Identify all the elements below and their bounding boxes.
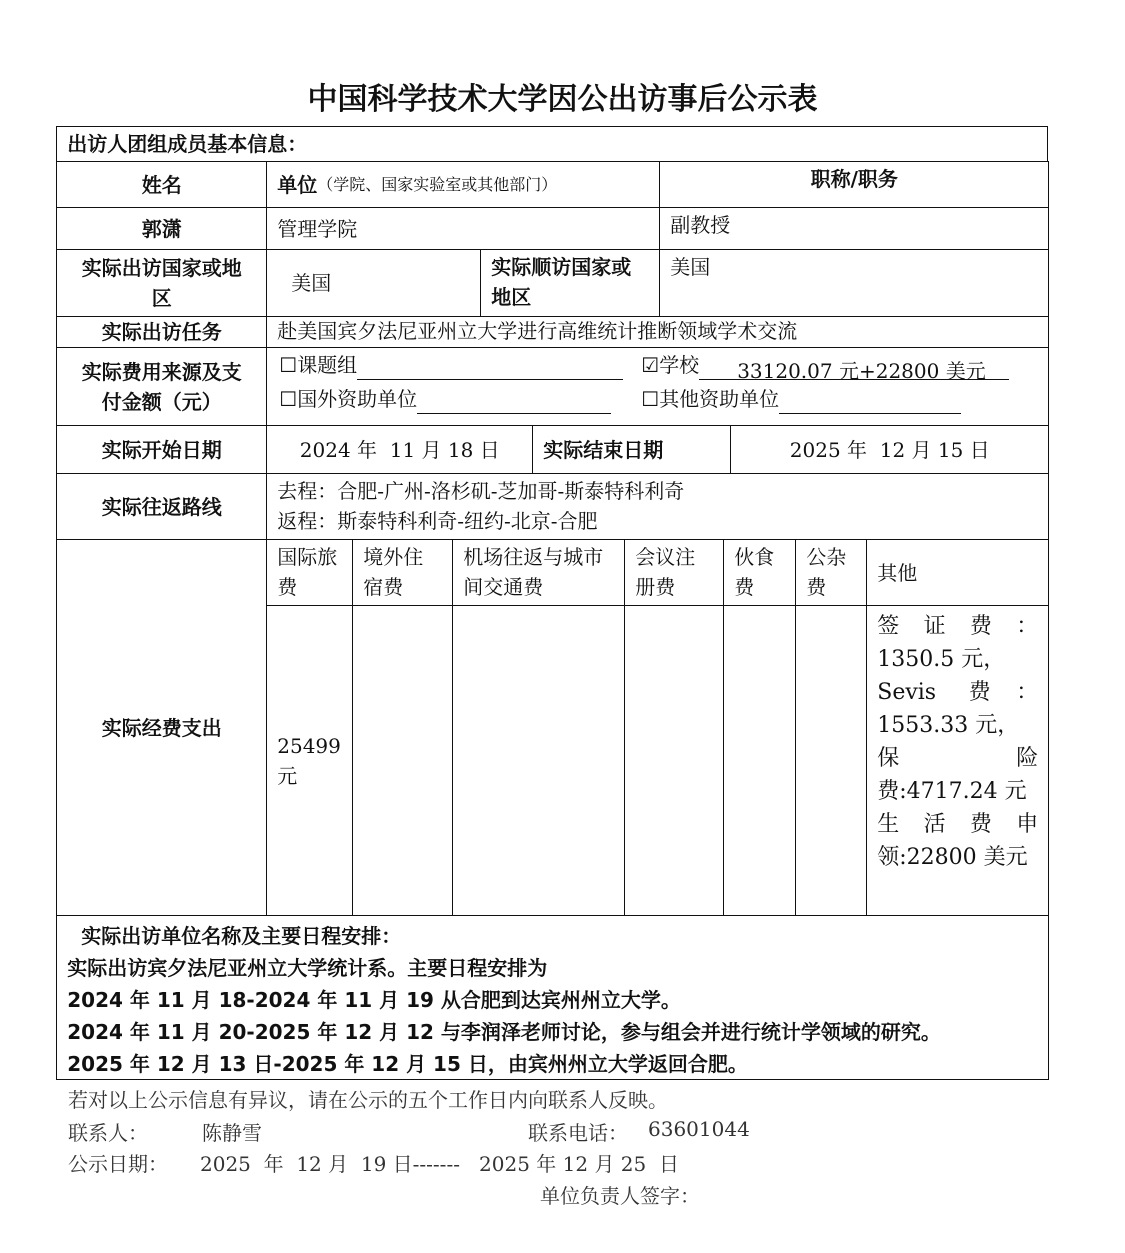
expense-transport-value [452,605,625,916]
expense-col-meals: 伙食费 [723,539,796,606]
amount-blank [779,389,961,414]
checkbox-icon[interactable]: ☐ [279,353,298,378]
other-insurance: 保险费:4717.24 元 [877,746,1039,805]
option-label: 学校 [659,353,700,378]
checkbox-icon[interactable]: ☐ [279,387,298,412]
page-title: 中国科学技术大学因公出访事后公示表 [307,82,818,117]
expense-other-value [866,605,1049,916]
member-unit: 管理学院 [266,207,660,250]
expense-international-value: 25499元 [266,605,353,916]
schedule-line: 实际出访宾夕法尼亚州立大学统计系。主要日程安排为 [67,956,548,981]
contact-name: 陈静雪 [202,1121,262,1145]
route-label: 实际往返路线 [56,473,267,540]
expense-col-misc: 公杂费 [795,539,867,606]
checked-checkbox-icon[interactable]: ☑ [641,353,660,378]
funding-options [266,347,1049,426]
option-label: 国外资助单位 [297,387,418,412]
header-position: 职称/职务 [659,161,1049,208]
funding-label: 实际费用来源及支付金额（元） [56,347,267,426]
header-unit-note: （学院、国家实验室或其他部门） [317,174,558,194]
schedule-line: 2025 年 12 月 13 日-2025 年 12 月 15 日，由宾州州立大学返回合肥。 [67,1052,748,1077]
country-value: 美国 [266,249,481,317]
expense-label: 实际经费支出 [56,539,267,916]
schedule-line: 2024 年 11 月 20-2025 年 12 月 12 与李润泽老师讨论，参与组会并进行统计学领域的研究。 [67,1020,941,1045]
section-basic-info: 出访人团组成员基本信息： [56,126,1048,162]
expense-col-international: 国际旅费 [266,539,353,606]
other-visa: 签证费：1350.5 元， [877,614,1039,673]
end-label: 实际结束日期 [532,425,731,474]
other-sevis: Sevis 费：1553.33 元， [877,680,1039,739]
amount-blank [357,355,623,380]
task-label: 实际出访任务 [56,316,267,348]
start-label: 实际开始日期 [56,425,267,474]
schedule-line: 2024 年 11 月 18-2024 年 11 月 19 从合肥到达宾州州立大学。 [67,988,681,1013]
country-label: 实际出访国家或地区 [56,249,267,317]
signature-label: 单位负责人签字： [540,1184,700,1208]
expense-col-other: 其他 [866,539,1049,606]
end-date: 2025 年 12 月 15 日 [730,425,1049,474]
funding-option-foreign[interactable] [279,384,611,414]
header-unit-label: 单位 [277,172,318,197]
side-country-label: 实际顺访国家或地区 [480,249,660,317]
route-value [266,473,1049,540]
funding-option-school[interactable] [641,350,1009,384]
expense-conference-value [624,605,724,916]
option-label: 课题组 [297,353,358,378]
phone-value: 63601044 [648,1117,750,1141]
amount-blank [417,389,611,414]
header-name: 姓名 [56,161,267,208]
amount-value: 33120.07 元+22800 美元 [699,356,1009,380]
member-name: 郭潇 [56,207,267,250]
contact-label: 联系人： [68,1121,148,1145]
publish-date: 2025 年 12 月 19 日------- 2025 年 12 月 25 日 [200,1152,679,1176]
schedule-section [56,915,1049,1080]
expense-col-transport: 机场往返与城市间交通费 [452,539,625,606]
route-outbound: 去程：合肥-广州-洛杉矶-芝加哥-斯泰特科利奇 [277,479,685,504]
schedule-label: 实际出访单位名称及主要日程安排： [81,924,402,949]
side-country-value: 美国 [659,249,1049,317]
option-label: 其他资助单位 [659,387,780,412]
footer-notice: 若对以上公示信息有异议，请在公示的五个工作日内向联系人反映。 [68,1088,668,1112]
start-date: 2024 年 11 月 18 日 [266,425,533,474]
task-value: 赴美国宾夕法尼亚州立大学进行高维统计推断领域学术交流 [266,316,1049,348]
phone-label: 联系电话： [528,1121,628,1145]
expense-col-lodging: 境外住宿费 [352,539,453,606]
expense-misc-value [795,605,867,916]
funding-option-other[interactable] [641,384,961,414]
header-unit [266,161,660,208]
funding-option-project[interactable] [279,350,623,380]
checkbox-icon[interactable]: ☐ [641,387,660,412]
route-return: 返程：斯泰特科利奇-纽约-北京-合肥 [277,509,598,534]
other-living: 生活费申领:22800 美元 [877,812,1039,871]
publish-date-label: 公示日期： [68,1152,168,1176]
expense-meals-value [723,605,796,916]
member-position: 副教授 [659,207,1049,250]
expense-col-conference: 会议注册费 [624,539,724,606]
expense-lodging-value [352,605,453,916]
